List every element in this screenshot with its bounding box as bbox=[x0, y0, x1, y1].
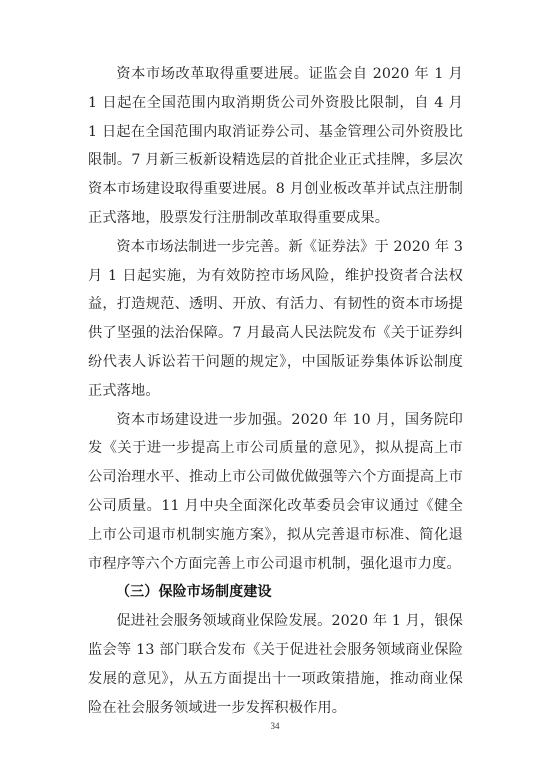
paragraph-insurance-development: 促进社会服务领域商业保险发展。2020 年 1 月，银保监会等 13 部门联合发布《关于促进社会服务领域商业保险发展的意见》，从五方面提出十一项政策措施，推动商业保险在社会服务领域进一步发挥积极作用。 bbox=[88, 613, 464, 716]
paragraph-capital-market-law: 资本市场法制进一步完善。新《证券法》于 2020 年 3 月 1 日起实施，为有效防控市场风险，维护投资者合法权益，打造规范、透明、开放、有活力、有韧性的资本市场提供了坚强的法治保障。7 月最高人民法院发布《关于证券纠纷代表人诉讼若干问题的规定》，中国版证券集体诉讼制度正式落地。 bbox=[88, 238, 464, 399]
paragraph-capital-market-construction: 资本市场建设进一步加强。2020 年 10 月，国务院印发《关于进一步提高上市公司质量的意见》，拟从提高上市公司治理水平、推动上市公司做优做强等六个方面提高上市公司质量。11 月中央全面深化改革委员会审议通过《健全上市公司退市机制实施方案》，拟从完善退市标准、简化退市程序等六个方面完善上市公司退市机制，强化退市力度。 bbox=[88, 411, 463, 572]
page-content bbox=[88, 60, 463, 722]
paragraph-capital-market-reform: 资本市场改革取得重要进展。证监会自 2020 年 1 月 1 日起在全国范围内取消期货公司外资股比限制，自 4 月 1 日起在全国范围内取消证券公司、基金管理公司外资股比限制。7 月新三板新设精选层的首批企业正式挂牌，多层次资本市场建设取得重要进展。8 月创业板改革并试点注册制正式落地，股票发行注册制改革取得重要成果。 bbox=[88, 66, 463, 226]
page-number: 34 bbox=[270, 721, 280, 731]
section-heading-insurance: （三）保险市场制度建设 bbox=[116, 584, 272, 601]
